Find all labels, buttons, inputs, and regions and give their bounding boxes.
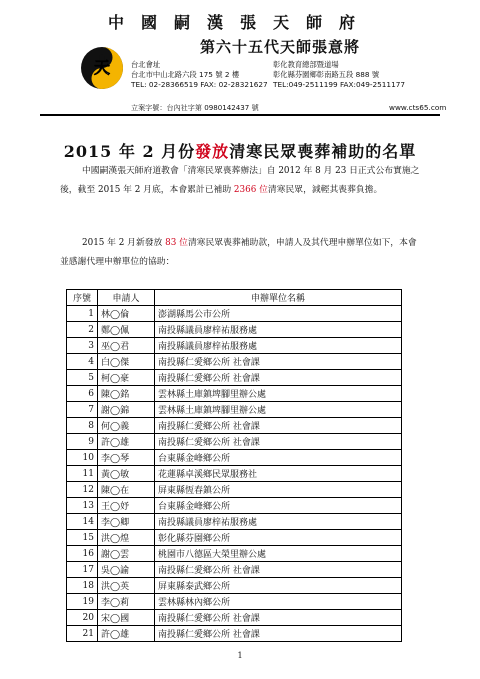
agency-cell: 彰化縣芬園鄉公所 bbox=[155, 530, 402, 546]
document-title bbox=[0, 139, 480, 162]
table-row bbox=[67, 562, 402, 578]
agency-cell: 屏東縣泰武鄉公所 bbox=[155, 578, 402, 594]
paragraph-text: 中國嗣漢張天師府道教會「清寒民眾喪葬辦法」自 2012 年 8 月 23 日正式公布實施之後，截至 2015 年 2 月底，本會累計已補助 bbox=[60, 166, 420, 195]
applicant-cell: 許◯雄 bbox=[98, 434, 155, 450]
applicant-cell: 林◯倫 bbox=[98, 306, 155, 322]
serial-cell: 7 bbox=[67, 402, 98, 418]
header-divider bbox=[40, 114, 440, 116]
table-row bbox=[67, 354, 402, 370]
serial-cell: 17 bbox=[67, 562, 98, 578]
table-row bbox=[67, 514, 402, 530]
applicant-cell: 謝◯錦 bbox=[98, 402, 155, 418]
agency-cell: 台東縣金峰鄉公所 bbox=[155, 450, 402, 466]
registration-number: 立案字號：台內社字第 0980142437 號 bbox=[131, 103, 259, 112]
office-address: 彰化縣芬園鄉彰南路五段 888 號 bbox=[273, 70, 380, 79]
table-row bbox=[67, 530, 402, 546]
paragraph-text: 清寒民眾，減輕其喪葬負擔。 bbox=[267, 185, 383, 195]
serial-cell: 12 bbox=[67, 482, 98, 498]
table-row bbox=[67, 450, 402, 466]
serial-cell: 11 bbox=[67, 466, 98, 482]
office-name: 台北會址 bbox=[131, 60, 161, 69]
applicant-cell: 李◯莉 bbox=[98, 594, 155, 610]
serial-cell: 6 bbox=[67, 386, 98, 402]
applicant-cell: 白◯傑 bbox=[98, 354, 155, 370]
taipei-office bbox=[131, 60, 268, 90]
serial-cell: 20 bbox=[67, 610, 98, 626]
agency-cell: 南投縣議員廖梓祐服務處 bbox=[155, 514, 402, 530]
office-name: 彰化教育總部暨道場 bbox=[273, 60, 339, 69]
table-row bbox=[67, 338, 402, 354]
header-applicant: 申請人 bbox=[98, 290, 155, 306]
table-row bbox=[67, 578, 402, 594]
applicant-cell: 李◯琴 bbox=[98, 450, 155, 466]
serial-cell: 10 bbox=[67, 450, 98, 466]
agency-cell: 雲林縣土庫鎮埤腳里辦公處 bbox=[155, 402, 402, 418]
title-text: 2015 年 2 月份 bbox=[63, 142, 196, 161]
serial-cell: 18 bbox=[67, 578, 98, 594]
agency-cell: 南投縣仁愛鄉公所 社會課 bbox=[155, 418, 402, 434]
applicant-cell: 吳◯諭 bbox=[98, 562, 155, 578]
agency-cell: 南投縣議員廖梓祐服務處 bbox=[155, 322, 402, 338]
agency-cell: 南投縣仁愛鄉公所 社會課 bbox=[155, 626, 402, 642]
serial-cell: 1 bbox=[67, 306, 98, 322]
recipients-table bbox=[66, 289, 402, 642]
table-row bbox=[67, 306, 402, 322]
agency-cell: 南投縣仁愛鄉公所 社會課 bbox=[155, 562, 402, 578]
agency-cell: 南投縣議員廖梓祐服務處 bbox=[155, 338, 402, 354]
agency-cell: 台東縣金峰鄉公所 bbox=[155, 498, 402, 514]
serial-cell: 14 bbox=[67, 514, 98, 530]
office-address: 台北市中山北路六段 175 號 2 樓 bbox=[131, 70, 240, 79]
agency-cell: 雲林縣土庫鎮埤腳里辦公處 bbox=[155, 386, 402, 402]
table-row bbox=[67, 386, 402, 402]
agency-cell: 南投縣仁愛鄉公所 社會課 bbox=[155, 434, 402, 450]
serial-cell: 21 bbox=[67, 626, 98, 642]
intro-paragraph bbox=[60, 162, 425, 200]
agency-cell: 花蓮縣卓溪鄉民眾服務社 bbox=[155, 466, 402, 482]
table-row bbox=[67, 418, 402, 434]
table-row bbox=[67, 626, 402, 642]
table-row bbox=[67, 466, 402, 482]
agency-cell: 南投縣仁愛鄉公所 社會課 bbox=[155, 370, 402, 386]
table-header-row bbox=[67, 290, 402, 306]
serial-cell: 4 bbox=[67, 354, 98, 370]
serial-cell: 3 bbox=[67, 338, 98, 354]
table-row bbox=[67, 498, 402, 514]
agency-cell: 屏東縣恆春鎮公所 bbox=[155, 482, 402, 498]
website-link[interactable]: www.cts65.com bbox=[389, 103, 447, 112]
logo-character: 天 bbox=[93, 58, 111, 77]
applicant-cell: 鄭◯佩 bbox=[98, 322, 155, 338]
paragraph-text: 2015 年 2 月新發放 bbox=[82, 238, 166, 248]
applicant-cell: 洪◯英 bbox=[98, 578, 155, 594]
serial-cell: 15 bbox=[67, 530, 98, 546]
paragraph-text: 清寒民眾喪葬補助款，申請人及其代理申辦單位如下，本會並感謝代理申辦單位的協助： bbox=[60, 238, 417, 267]
header-agency: 申辦單位名稱 bbox=[155, 290, 402, 306]
celestial-master-title: 第六十五代天師張意將 bbox=[199, 38, 360, 56]
applicant-cell: 柯◯豪 bbox=[98, 370, 155, 386]
applicant-cell: 何◯義 bbox=[98, 418, 155, 434]
applicant-cell: 李◯卿 bbox=[98, 514, 155, 530]
serial-cell: 9 bbox=[67, 434, 98, 450]
page-number: 1 bbox=[237, 651, 243, 660]
applicant-cell: 陳◯在 bbox=[98, 482, 155, 498]
letterhead bbox=[0, 0, 480, 122]
serial-cell: 13 bbox=[67, 498, 98, 514]
applicant-cell: 宋◯國 bbox=[98, 610, 155, 626]
monthly-paragraph bbox=[60, 234, 425, 272]
agency-cell: 澎湖縣馬公市公所 bbox=[155, 306, 402, 322]
table-row bbox=[67, 402, 402, 418]
table-row bbox=[67, 370, 402, 386]
table-row bbox=[67, 482, 402, 498]
table-row bbox=[67, 594, 402, 610]
serial-cell: 19 bbox=[67, 594, 98, 610]
organization-name: 中國嗣漢張天師府 bbox=[107, 13, 372, 32]
applicant-cell: 陳◯銘 bbox=[98, 386, 155, 402]
header-serial: 序號 bbox=[67, 290, 98, 306]
applicant-cell: 許◯雄 bbox=[98, 626, 155, 642]
table-row bbox=[67, 322, 402, 338]
office-phone: TEL: 02-28366519 FAX: 02-28321627 bbox=[131, 80, 268, 89]
title-highlight: 發放 bbox=[195, 142, 230, 161]
table-row bbox=[67, 610, 402, 626]
agency-cell: 南投縣仁愛鄉公所 社會課 bbox=[155, 610, 402, 626]
applicant-cell: 洪◯煌 bbox=[98, 530, 155, 546]
table-row bbox=[67, 546, 402, 562]
applicant-cell: 巫◯君 bbox=[98, 338, 155, 354]
table-row bbox=[67, 434, 402, 450]
applicant-cell: 黃◯敏 bbox=[98, 466, 155, 482]
changhua-office bbox=[273, 60, 405, 90]
title-text: 清寒民眾喪葬補助的名單 bbox=[229, 142, 417, 161]
serial-cell: 8 bbox=[67, 418, 98, 434]
agency-cell: 桃園市八德區大榮里辦公處 bbox=[155, 546, 402, 562]
applicant-cell: 王◯妤 bbox=[98, 498, 155, 514]
office-phone: TEL:049-2511199 FAX:049-2511177 bbox=[273, 80, 406, 89]
applicant-cell: 謝◯雲 bbox=[98, 546, 155, 562]
serial-cell: 2 bbox=[67, 322, 98, 338]
cumulative-count: 2366 位 bbox=[233, 185, 268, 195]
serial-cell: 16 bbox=[67, 546, 98, 562]
serial-cell: 5 bbox=[67, 370, 98, 386]
agency-cell: 雲林縣林內鄉公所 bbox=[155, 594, 402, 610]
monthly-count: 83 位 bbox=[165, 238, 188, 248]
agency-cell: 南投縣仁愛鄉公所 社會課 bbox=[155, 354, 402, 370]
